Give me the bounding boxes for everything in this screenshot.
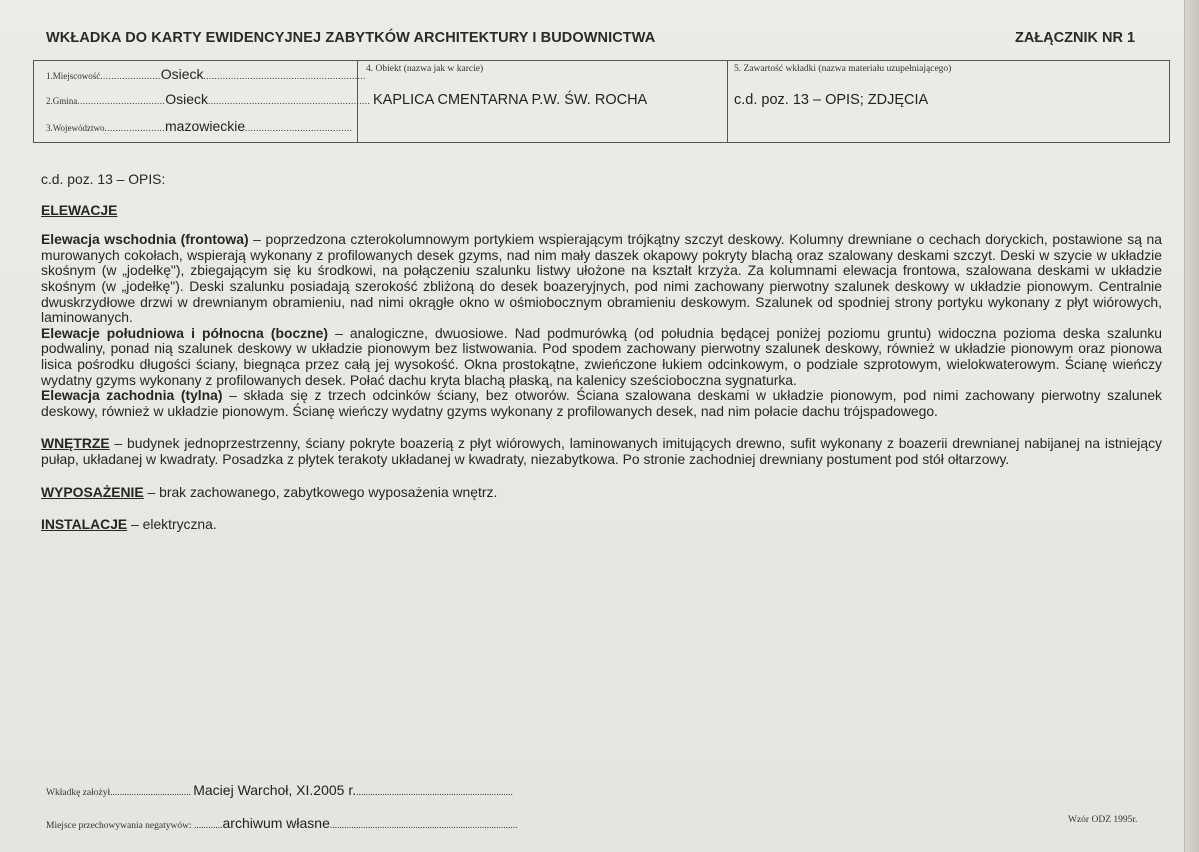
instalacje-paragraph — [41, 517, 1162, 533]
paper-edge — [1184, 0, 1199, 852]
spacer — [41, 468, 1162, 485]
wyposazenie-heading: WYPOSAŻENIE — [41, 483, 144, 500]
author-label: Wkładkę założył — [46, 788, 111, 798]
contents-column — [728, 61, 1169, 142]
location-column — [34, 61, 371, 142]
wnetrze-text: – budynek jednoprzestrzenny, ściany pokryte boazerią z płyt wiórowych, laminowanych imitujących drewno, sufit wykonany z boazerii drewnianej nabijanej na istniejący pułap, układanej w kwadraty. Posadzka z płytek terakoty układanej w kwadraty, niezabytkowa. Po stronie zachodniej drewniany postument pod stół ołtarzowy. — [41, 435, 1162, 467]
author-value: Maciej Warchoł, XI.2005 r. — [193, 782, 357, 798]
west-elevation-paragraph — [41, 388, 1162, 419]
wnetrze-paragraph — [41, 436, 1162, 467]
wojewodztwo-value: mazowieckie — [165, 118, 246, 134]
gmina-value: Osieck — [165, 91, 209, 107]
spacer — [41, 419, 1162, 436]
storage-value: archiwum własne — [222, 815, 330, 831]
zawartosc-value: c.d. poz. 13 – OPIS; ZDJĘCIA — [734, 92, 929, 108]
intro-line: c.d. poz. 13 – OPIS: — [41, 171, 166, 187]
elewacje-heading: ELEWACJE — [41, 201, 118, 218]
miejscowosc-row: 1.Miejscowość......................Osieck........................................................... — [46, 66, 366, 82]
miejscowosc-label: 1.Miejscowość — [46, 71, 101, 81]
west-heading: Elewacja zachodnia (tylna) — [41, 387, 223, 404]
document-title: WKŁADKA DO KARTY EWIDENCYJNEJ ZABYTKÓW ARCHITEKTURY I BUDOWNICTWA — [46, 30, 656, 46]
wojewodztwo-label: 3.Województwo — [46, 123, 105, 133]
storage-label: Miejsce przechowywania negatywów: — [46, 821, 194, 831]
storage-row: Miejsce przechowywania negatywów: ............archiwum własne............................................................................... — [46, 815, 518, 831]
object-column — [358, 61, 728, 142]
instalacje-heading: INSTALACJE — [41, 516, 128, 533]
template-mark: Wzór ODZ 1995r. — [1068, 815, 1138, 825]
wyposazenie-text: – brak zachowanego, zabytkowego wyposażenia wnętrz. — [143, 483, 498, 500]
zawartosc-label: 5. Zawartość wkładki (nazwa materiału uzupełniającego) — [734, 64, 952, 74]
gmina-row: 2.Gmina................................Osieck........................................................... — [46, 91, 371, 107]
side-elevation-paragraph — [41, 326, 1162, 388]
west-text: – składa się z trzech odcinków ściany, bez otworów. Ściana szalowana deskami w układzie pionowym, pod nimi zachowany pierwotny szalunek deskowy, również w układzie pionowym. Ścianę wieńczy wydatny gzyms wykonany z profilowanych desek, nad nim połacie dachu trójspadowego. — [41, 387, 1162, 419]
obiekt-value: KAPLICA CMENTARNA P.W. ŚW. ROCHA — [373, 92, 648, 108]
description-body — [41, 172, 1162, 533]
east-text: – poprzedzona czterokolumnowym portykiem wspierającym trójkątny szczyt deskowy. Kolumny drewniane o cechach doryckich, postawione są na murowanych cokołach, wspierają wykonany z profilowanych desek gzyms, nad nim mały daszek okapowy pokryty blachą oraz szalowany deskami szczyt. Deski w szycie w układzie skośnym (w „jodełkę"), zbiegającym się ku środkowi, na połączeniu szalunku listwy ułożone na kształt krzyża. Za kolumnami elewacja frontowa, szalowana deskami w układzie skośnym (w „jodełkę"). Deski szalunku posiadają szerokość zbliżoną do desek boazeryjnych, pod nimi zachowany pierwotny szalunek deskowy w układzie pionowym. Centralnie dwuskrzydłowe drzwi w drewnianym obramieniu, nad nimi okrągłe okno w ośmiobocznym obramieniu deskowym. Szalunek od spodniej strony portyku wykonany z płyt wiórowych, laminowanych. — [41, 231, 1162, 326]
location-box — [33, 60, 1170, 143]
annex-label: ZAŁĄCZNIK NR 1 — [1015, 30, 1136, 46]
spacer — [41, 500, 1162, 517]
author-row: Wkładkę założył.................................. Maciej Warchoł, XI.2005 r................................................................... — [46, 782, 513, 798]
instalacje-text: – elektryczna. — [127, 516, 217, 533]
east-heading: Elewacja wschodnia (frontowa) — [41, 231, 249, 248]
side-heading: Elewacje południowa i północna (boczne) — [41, 324, 328, 341]
east-elevation-paragraph — [41, 232, 1162, 326]
wnetrze-heading: WNĘTRZE — [41, 435, 110, 452]
wyposazenie-paragraph — [41, 485, 1162, 501]
obiekt-label: 4. Obiekt (nazwa jak w karcie) — [366, 64, 484, 74]
gmina-label: 2.Gmina — [46, 96, 78, 106]
side-text: – analogiczne, dwuosiowe. Nad podmurówką (od południa będącej poniżej poziomu gruntu) widoczna pozioma deska szalunku podwaliny, ponad nią szalunek deskowy w układzie pionowym bez listwowania. Pod spodem zachowany pierwotny szalunek deskowy, również w układzie pionowym oraz pionowa lisica pośrodku długości ściany, biegnąca przez całą jej wysokość. Okna prostokątne, zwieńczone łukiem odcinkowym, o podziale szprotowym, wielokwaterowym. Ścianę wieńczy wydatny gzyms wykonany z profilowanych desek. Połać dachu kryta blachą płaską, na kalenicy sześcioboczna sygnaturka. — [41, 324, 1163, 388]
miejscowosc-value: Osieck — [160, 66, 204, 82]
wojewodztwo-row: 3.Województwo......................mazowieckie....................................... — [46, 118, 353, 134]
